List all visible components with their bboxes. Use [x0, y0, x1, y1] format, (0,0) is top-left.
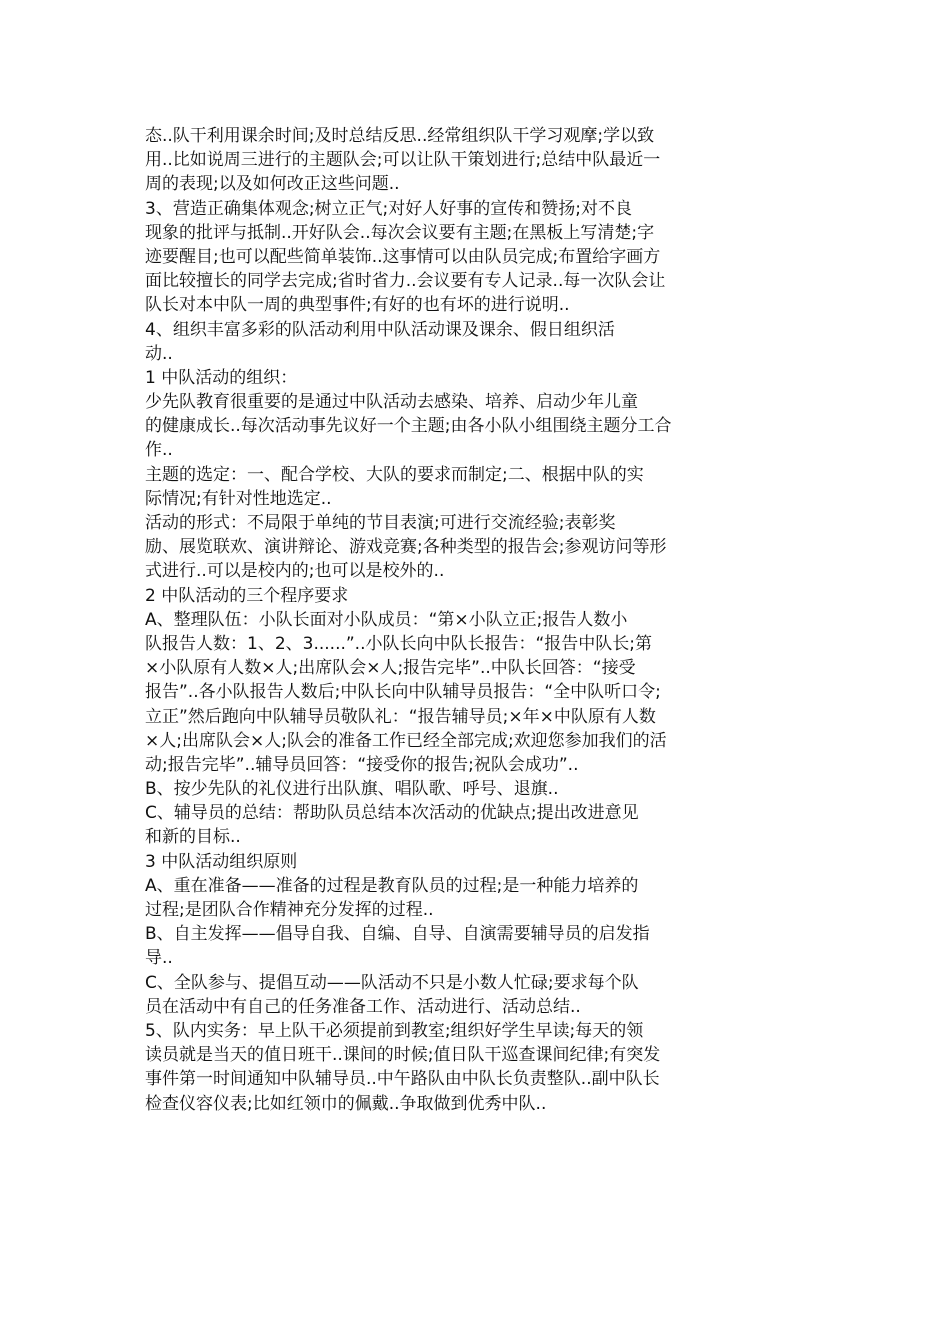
text-line: C、全队参与、提倡互动——队活动不只是小数人忙碌;要求每个队	[145, 972, 639, 993]
text-line: 动;报告完毕”..辅导员回答：“接受你的报告;祝队会成功”..	[145, 754, 579, 775]
text-line: 报告”..各小队报告人数后;中队长向中队辅导员报告：“全中队听口令;	[145, 682, 661, 703]
text-line: 作..	[145, 440, 173, 461]
text-line: 立正”然后跑向中队辅导员敬队礼：“报告辅导员;×年×中队原有人数	[145, 706, 656, 727]
text-line: 队报告人数：1、2、3......”..小队长向中队长报告：“报告中队长;第	[145, 633, 653, 654]
text-line: 现象的批评与抵制..开好队会..每次会议要有主题;在黑板上写清楚;字	[145, 222, 655, 243]
text-line: 活动的形式：不局限于单纯的节目表演;可进行交流经验;表彰奖	[145, 513, 616, 533]
section-heading: 1 中队活动的组织：	[145, 367, 298, 388]
text-line: 动..	[145, 343, 173, 364]
text-line: ×小队原有人数×人;出席队会×人;报告完毕”..中队长回答：“接受	[145, 658, 636, 679]
text-line: 导..	[145, 948, 173, 969]
text-line: 态..队干利用课余时间;及时总结反思..经常组织队干学习观摩;学以致	[145, 126, 655, 146]
text-line: 事件第一时间通知中队辅导员..中午路队由中队长负责整队..副中队长	[145, 1069, 660, 1090]
text-line: 迹要醒目;也可以配些简单装饰..这事情可以由队员完成;布置给字画方	[145, 246, 661, 267]
document-body	[145, 124, 745, 1116]
text-line: 队长对本中队一周的典型事件;有好的也有坏的进行说明..	[145, 295, 570, 316]
text-line: 5、队内实务：早上队干必须提前到教室;组织好学生早读;每天的领	[145, 1020, 644, 1041]
text-line: 面比较擅长的同学去完成;省时省力..会议要有专人记录..每一次队会让	[145, 271, 666, 292]
text-line: 励、展览联欢、演讲辩论、游戏竞赛;各种类型的报告会;参观访问等形	[145, 537, 667, 558]
text-line: 少先队教育很重要的是通过中队活动去感染、培养、启动少年儿童	[145, 392, 638, 413]
text-line: 检查仪容仪表;比如红领巾的佩戴..争取做到优秀中队..	[145, 1093, 547, 1114]
text-line: 读员就是当天的值日班干..课间的时候;值日队干巡查课间纪律;有突发	[145, 1045, 661, 1066]
text-line: 周的表现;以及如何改正这些问题..	[145, 174, 400, 195]
text-line: 和新的目标..	[145, 827, 241, 848]
text-line: A、重在准备——准备的过程是教育队员的过程;是一种能力培养的	[145, 875, 639, 896]
text-line: 3、营造正确集体观念;树立正气;对好人好事的宣传和赞扬;对不良	[145, 198, 632, 219]
text-line: A、整理队伍：小队长面对小队成员：“第×小队立正;报告人数小	[145, 609, 628, 630]
text-line: 用..比如说周三进行的主题队会;可以让队干策划进行;总结中队最近一	[145, 150, 661, 171]
text-line: B、自主发挥——倡导自我、自编、自导、自演需要辅导员的启发指	[145, 924, 650, 945]
text-line: 4、组织丰富多彩的队活动利用中队活动课及课余、假日组织活	[145, 319, 615, 340]
text-line: 员在活动中有自己的任务准备工作、活动进行、活动总结..	[145, 996, 581, 1017]
text-line: C、辅导员的总结：帮助队员总结本次活动的优缺点;提出改进意见	[145, 803, 639, 824]
text-line: ×人;出席队会×人;队会的准备工作已经全部完成;欢迎您参加我们的活	[145, 730, 667, 751]
section-heading: 3 中队活动组织原则	[145, 851, 298, 872]
text-line: 式进行..可以是校内的;也可以是校外的..	[145, 561, 445, 582]
text-line: B、按少先队的礼仪进行出队旗、唱队歌、呼号、退旗..	[145, 779, 559, 800]
text-line: 的健康成长..每次活动事先议好一个主题;由各小队小组围绕主题分工合	[145, 416, 672, 437]
section-heading: 2 中队活动的三个程序要求	[145, 585, 349, 606]
text-line: 主题的选定：一、配合学校、大队的要求而制定;二、根据中队的实	[145, 464, 644, 485]
text-line: 际情况;有针对性地选定..	[145, 488, 332, 509]
text-line: 过程;是团队合作精神充分发挥的过程..	[145, 900, 434, 920]
